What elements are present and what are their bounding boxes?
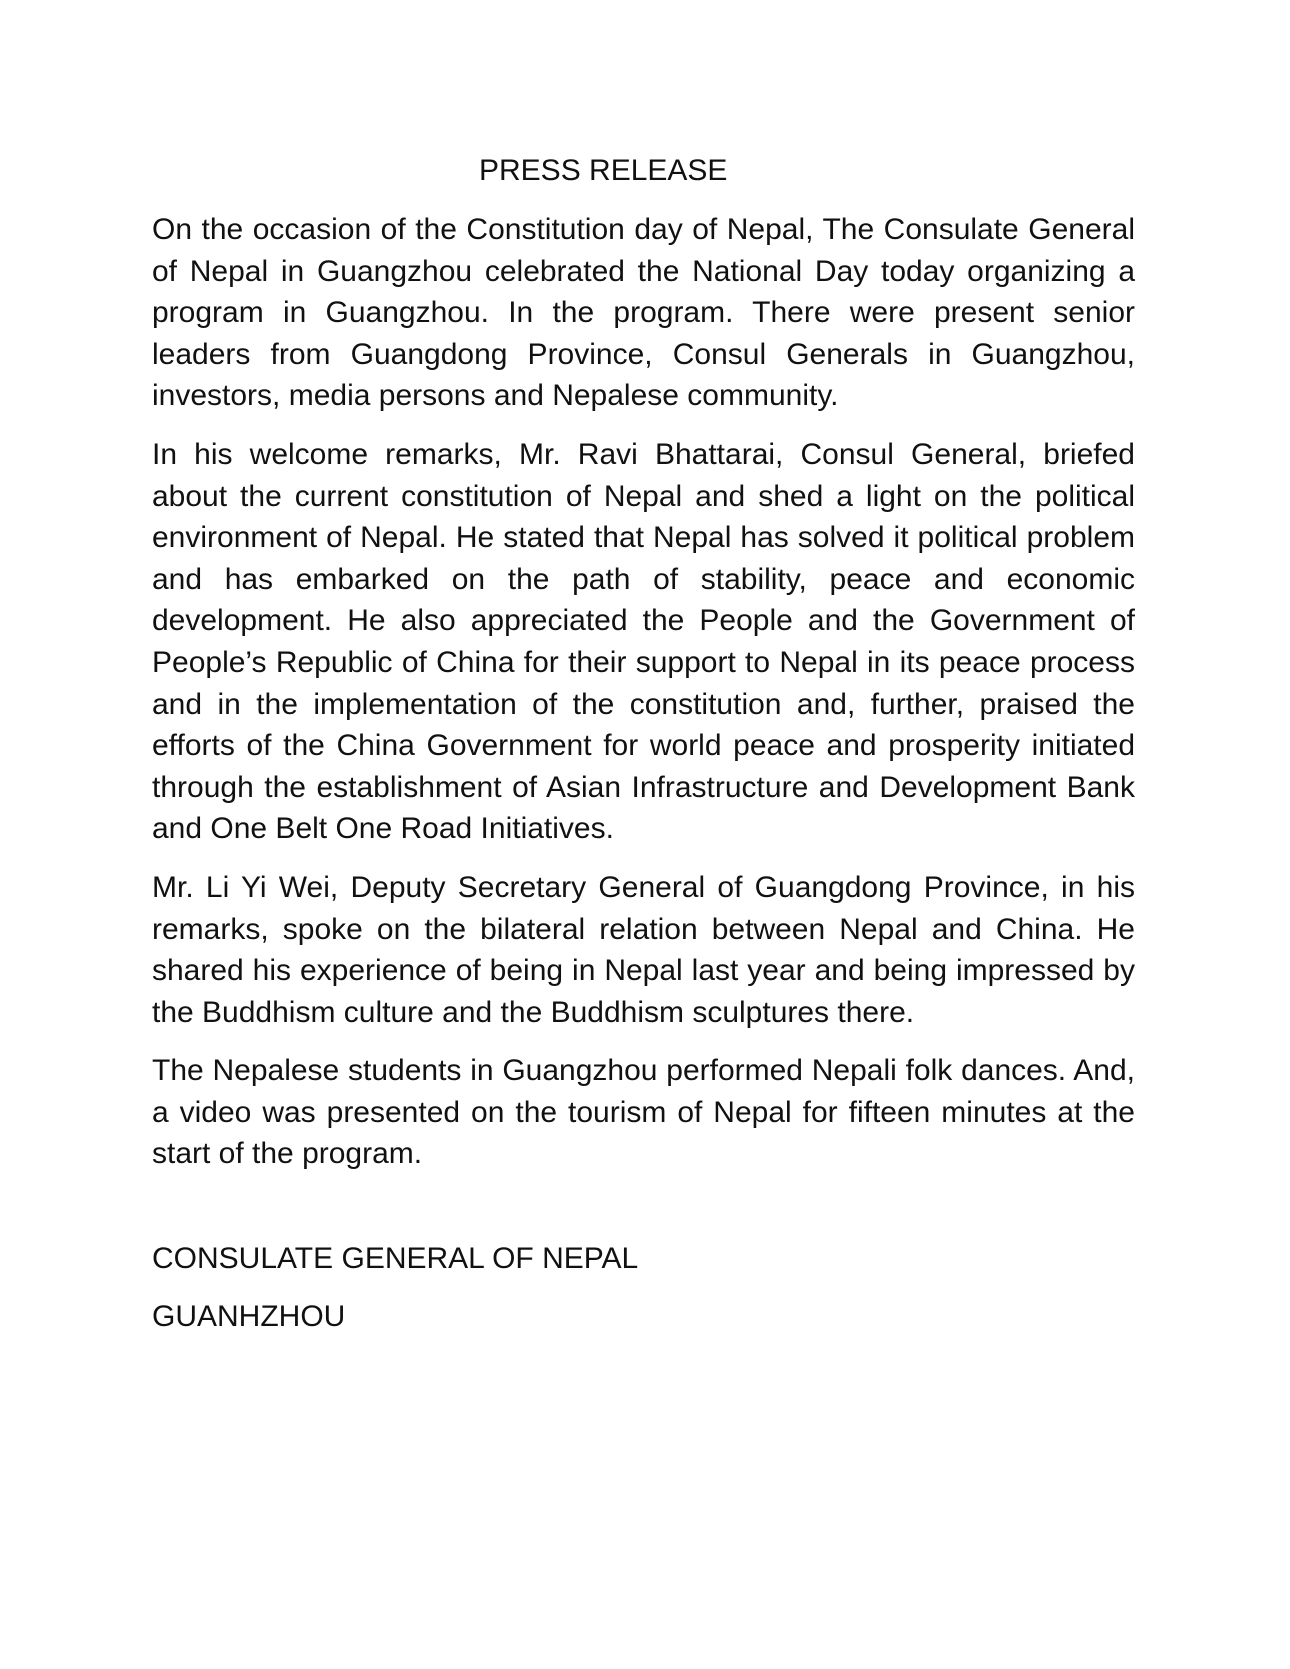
- press-release-page: [152, 150, 1135, 1354]
- signature-city: GUANHZHOU: [152, 1300, 346, 1334]
- document-title: PRESS RELEASE: [479, 154, 728, 187]
- paragraph-deputy-remarks: Mr. Li Yi Wei, Deputy Secretary General of Guangdong Province, in his remarks, spoke on the bilateral relation between Nepal and China. He shared his experience of being in Nepal last year and being impressed by the Buddhism culture and the Buddhism sculptures there.: [152, 870, 1135, 1029]
- paragraph-performances: The Nepalese students in Guangzhou performed Nepali folk dances. And, a video was presented on the tourism of Nepal for fifteen minutes at the start of the program.: [152, 1054, 1135, 1171]
- paragraph-intro: On the occasion of the Constitution day of Nepal, The Consulate General of Nepal in Guangzhou celebrated the National Day today organizing a program in Guangzhou. In the program. There were present senior leaders from Guangdong Province, Consul Generals in Guangzhou, investors, media persons and Nepalese community.: [152, 213, 1135, 413]
- paragraph-welcome-remarks: In his welcome remarks, Mr. Ravi Bhattarai, Consul General, briefed about the current constitution of Nepal and shed a light on the political environment of Nepal. He stated that Nepal has solved it political problem and has embarked on the path of stability, peace and economic development. He also appreciated the People and the Government of People’s Republic of China for their support to Nepal in its peace process and in the implementation of the constitution and, further, praised the efforts of the China Government for world peace and prosperity initiated through the establishment of Asian Infrastructure and Development Bank and One Belt One Road Initiatives.: [152, 437, 1135, 846]
- signature-organization: CONSULATE GENERAL OF NEPAL: [152, 1242, 639, 1276]
- signature-block: [152, 1238, 1135, 1338]
